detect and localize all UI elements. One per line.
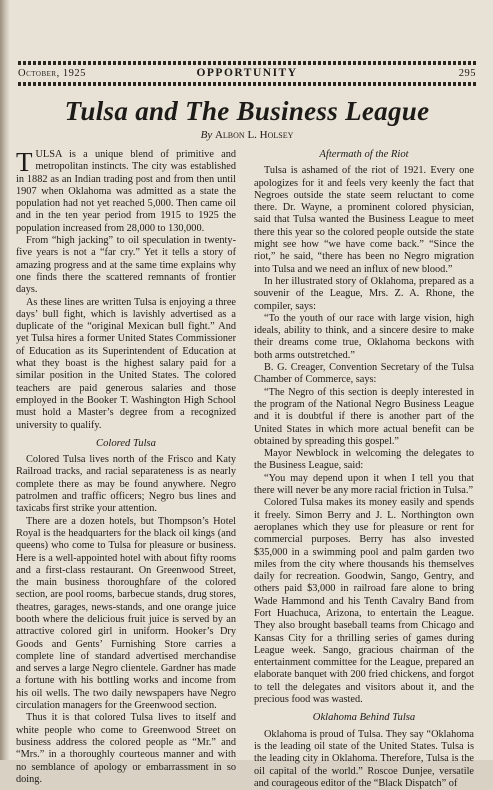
magazine-name: OPPORTUNITY — [196, 67, 298, 79]
page-number: 295 — [458, 68, 476, 79]
section-heading-colored-tulsa: Colored Tulsa — [96, 437, 156, 449]
issue-date: October, 1925 — [18, 68, 86, 79]
quote-paragraph: “To the youth of our race with large vision, high ideals, ability to think, and a sincere desire to make their dreams come true, Oklahoma beckons with both arms outstretched.” — [254, 312, 474, 361]
paragraph: Colored Tulsa lives north of the Frisco and Katy Railroad tracks, and racial separateness is as nearly complete there as may be found anywhere. Negro patrolmen and traffic officers; Negro bus lines and taxicabs first strike your attention. — [16, 454, 236, 515]
quote-paragraph: “You may depend upon it when I tell you that there will never be any more racial friction in Tulsa.” — [254, 472, 474, 497]
header-rule-top — [18, 61, 476, 65]
paragraph: B. G. Creager, Convention Secretary of the Tulsa Chamber of Commerce, says: — [254, 362, 474, 386]
section-heading-aftermath: Aftermath of the Riot — [319, 149, 409, 160]
drop-cap: T — [16, 147, 33, 177]
left-column — [16, 147, 236, 785]
paragraph: There are a dozen hotels, but Thompson’s Hotel Royal is the headquarters for the black oil kings (and queens) who come to Tulsa for pleasure or business. Here is a well-appointed hotel with about fifty rooms and a first-class restaurant. On Greenwood Street, the main business thoroughfare of the colored section, are pool rooms, barbecue stands, drug stores, theatres, garages, news-stands, and one orange juice booth where the delicious fruit juice is served by an attractive colored girl in uniform. Hooker’s Dry Goods and Gents’ Furnishing Store carries a complete line of standard advertised merchandise and serves a large Negro clientele. Gardner has made a fortune with his bottling works and income from his oil wells. The two daily newspapers have Negro circulation managers for the Greenwood section. — [16, 515, 236, 712]
byline-prefix: By — [200, 129, 213, 141]
right-column — [254, 149, 474, 789]
header-rule-bottom — [18, 82, 476, 86]
paragraph: Oklahoma is proud of Tulsa. They say “Oklahoma is the leading oil state of the United States. Tulsa is the leading city in Oklahoma. Therefore, Tulsa is the oil capital of the world.” Roscoe Dunjee, versatile and courageous editor of the “Black Dispatch” of — [254, 728, 474, 789]
author-name: Albon L. Holsey — [214, 129, 294, 141]
quote-paragraph: “The Negro of this section is deeply interested in the program of the National Negro Business League and it is doubtful if there is another part of the United States in which more actual benefit can be obtained by spreading this gospel.” — [254, 386, 474, 447]
paragraph: Thus it is that colored Tulsa lives to itself and white people who come to Greenwood Street on business address the colored people as “Mr.” and “Mrs.” in a thoroughly courteous manner and with no semblance of apology or embarrassment in so doing. — [16, 712, 236, 785]
lead-paragraph — [16, 149, 236, 235]
byline — [18, 129, 476, 141]
paragraph: As these lines are written Tulsa is enjoying a three days’ bull fight, which is lavishly advertised as a duplicate of the “original Mexican bull fight.” And yet Tulsa hires a former United States Commissioner of Education as its Superintendent of Education at what they boast is the highest salary paid for a similar position in the United States. The colored teachers are paid generous salaries and those employed in the Booker T. Washington High School must hold a Master’s degree from a recognized university to qualify. — [16, 296, 236, 431]
paragraph: Mayor Newblock in welcoming the delegates to the Business League, said: — [254, 448, 474, 472]
paragraph: In her illustrated story of Oklahoma, prepared as a souvenir of the League, Mrs. Z. A. Rhone, the compiler, says: — [254, 275, 474, 312]
book-spine-shadow — [0, 0, 10, 760]
section-heading-oklahoma: Oklahoma Behind Tulsa — [312, 712, 416, 724]
paragraph: Tulsa is ashamed of the riot of 1921. Every one apologizes for it and feels very keenly the fact that Negroes outside the state seem reluctant to come there. Dr. Wayne, a prominent colored physician, said that Tulsa wanted the Business League to meet there this year so the colored people outside the state might see how “we have come back.” “Since the riot,” he said, “there has been no Negro migration into Tulsa and we need an influx of new blood.” — [254, 165, 474, 275]
article-title: Tulsa and The Business League — [64, 96, 430, 126]
paragraph-text: ULSA is a unique blend of primitive and metropolitan instincts. The city was established in 1882 as an Indian trading post and from then until 1907 when Oklahoma was admitted as a state the population had not yet reached 5,000. Then came oil and in the ten year period from 1915 to 1925 the population increased from 28,000 to 130,000. — [16, 149, 236, 234]
paragraph: From “high jacking” to oil speculation in twenty-five years is not a “far cry.” Yet it tells a story of amazing progress and at the same time explains why one finds there the scattered remnants of frontier days. — [16, 235, 236, 296]
paragraph: Colored Tulsa makes its money easily and spends it freely. Simon Berry and J. L. Northington own aeroplanes which they use for pleasure or rent for commercial purposes. Berry has also invested $35,000 in a swimming pool and palm garden two miles from the city where thousands his themselves daily for recreation. Goodwin, Sango, Gentry, and others paid $3,000 in railroad fare alone to bring Wade Hammond and his Tenth Cavalry Band from Fort Huachuca, Arizona, to entertain the League. They also brought baseball teams from Chicago and Kansas City for a thrilling series of games during League week. Sango, gracious chairman of the entertainment committee for the League, prepared an elaborate banquet with 200 fried chickens, and forgot to tell the delegates and visitors about it, and the precious food was wasted. — [254, 497, 474, 706]
running-header — [18, 68, 476, 80]
